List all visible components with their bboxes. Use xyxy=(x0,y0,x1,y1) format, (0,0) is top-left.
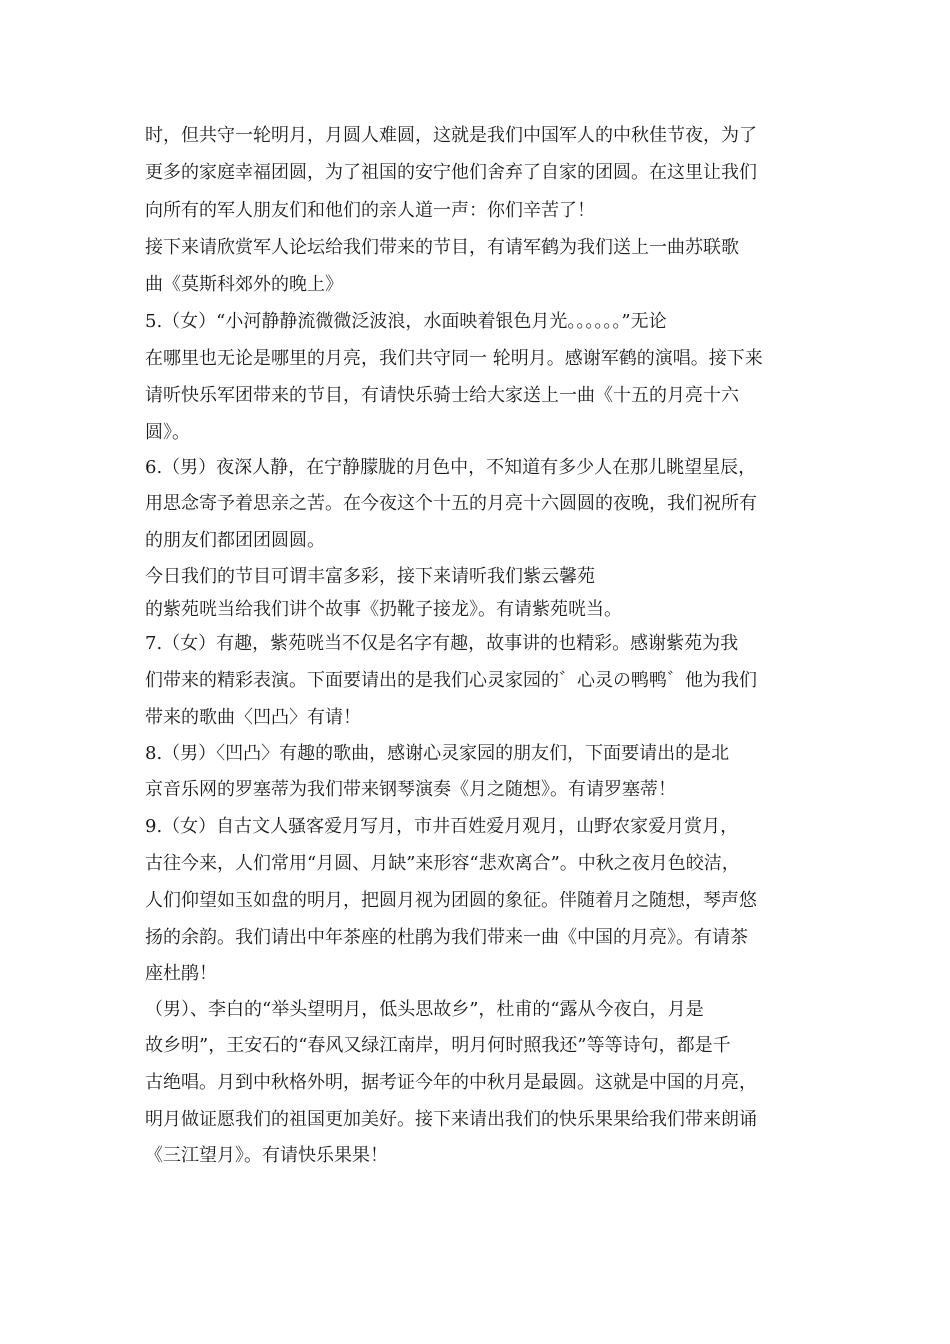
text-line: 们带来的精彩表演。下面要请出的是我们心灵家园的゛心灵の鸭鸭゛他为我们 xyxy=(145,670,757,691)
text-line: 用思念寄予着思亲之苦。在今夜这个十五的月亮十六圆圆的夜晚，我们祝所有 xyxy=(145,493,757,514)
text-line: 带来的歌曲〈凹凸〉有请！ xyxy=(145,707,361,728)
text-line: 座杜鹃！ xyxy=(145,963,217,984)
text-line: 明月做证愿我们的祖国更加美好。接下来请出我们的快乐果果给我们带来朗诵 xyxy=(145,1109,757,1130)
text-line: 扬的余韵。我们请出中年茶座的杜鹃为我们带来一曲《中国的月亮》。有请茶 xyxy=(145,927,748,948)
text-line: 曲《莫斯科郊外的晚上》 xyxy=(145,274,343,295)
text-line: 向所有的军人朋友们和他们的亲人道一声：你们辛苦了！ xyxy=(145,200,595,221)
text-line: 在哪里也无论是哪里的月亮，我们共守同一 轮明月。感谢军鹤的演唱。接下来 xyxy=(145,348,763,369)
text-line: 9.（女）自古文人骚客爱月写月，市井百姓爱月观月，山野农家爱月赏月， xyxy=(145,816,739,837)
text-line: 今日我们的节目可谓丰富多彩，接下来请听我们紫云馨苑 xyxy=(145,566,595,587)
text-line: 7.（女）有趣，紫苑咣当不仅是名字有趣，故事讲的也精彩。感谢紫苑为我 xyxy=(145,633,739,654)
text-line: 故乡明”，王安石的“春风又绿江南岸，明月何时照我还”等等诗句，都是千 xyxy=(145,1035,731,1056)
text-line: 接下来请欣赏军人论坛给我们带来的节目，有请军鹤为我们送上一曲苏联歌 xyxy=(145,237,739,258)
text-line: （男）、李白的“举头望明月，低头思故乡”，杜甫的“露从今夜白，月是 xyxy=(145,999,704,1020)
text-line: 请听快乐军团带来的节目，有请快乐骑士给大家送上一曲《十五的月亮十六 xyxy=(145,385,739,406)
text-line: 古往今来，人们常用“月圆、月缺”来形容“悲欢离合”。中秋之夜月色皎洁， xyxy=(145,853,740,874)
text-line: 8.（男）〈凹凸〉有趣的歌曲，感谢心灵家园的朋友们，下面要请出的是北 xyxy=(145,743,730,764)
text-line: 5.（女）“小河静静流微微泛波浪，水面映着银色月光。。。。。。”无论 xyxy=(145,311,667,332)
text-line: 的朋友们都团团圆圆。 xyxy=(145,530,325,551)
text-line: 古绝唱。月到中秋格外明，据考证今年的中秋月是最圆。这就是中国的月亮， xyxy=(145,1072,757,1093)
text-line: 6.（男）夜深人静，在宁静朦胧的月色中，不知道有多少人在那儿眺望星辰， xyxy=(145,457,757,478)
text-line: 更多的家庭幸福团圆，为了祖国的安宁他们舍弃了自家的团圆。在这里让我们 xyxy=(145,162,757,183)
text-line: 京音乐网的罗塞蒂为我们带来钢琴演奏《月之随想》。有请罗塞蒂！ xyxy=(145,779,676,800)
text-line: 时，但共守一轮明月，月圆人难圆，这就是我们中国军人的中秋佳节夜，为了 xyxy=(145,125,757,146)
text-line: 圆》。 xyxy=(145,422,190,443)
text-line: 的紫苑咣当给我们讲个故事《扔靴子接龙》。有请紫苑咣当。 xyxy=(145,599,622,620)
text-line: 《三江望月》。有请快乐果果！ xyxy=(145,1145,388,1166)
text-line: 人们仰望如玉如盘的明月，把圆月视为团圆的象征。伴随着月之随想，琴声悠 xyxy=(145,890,757,911)
